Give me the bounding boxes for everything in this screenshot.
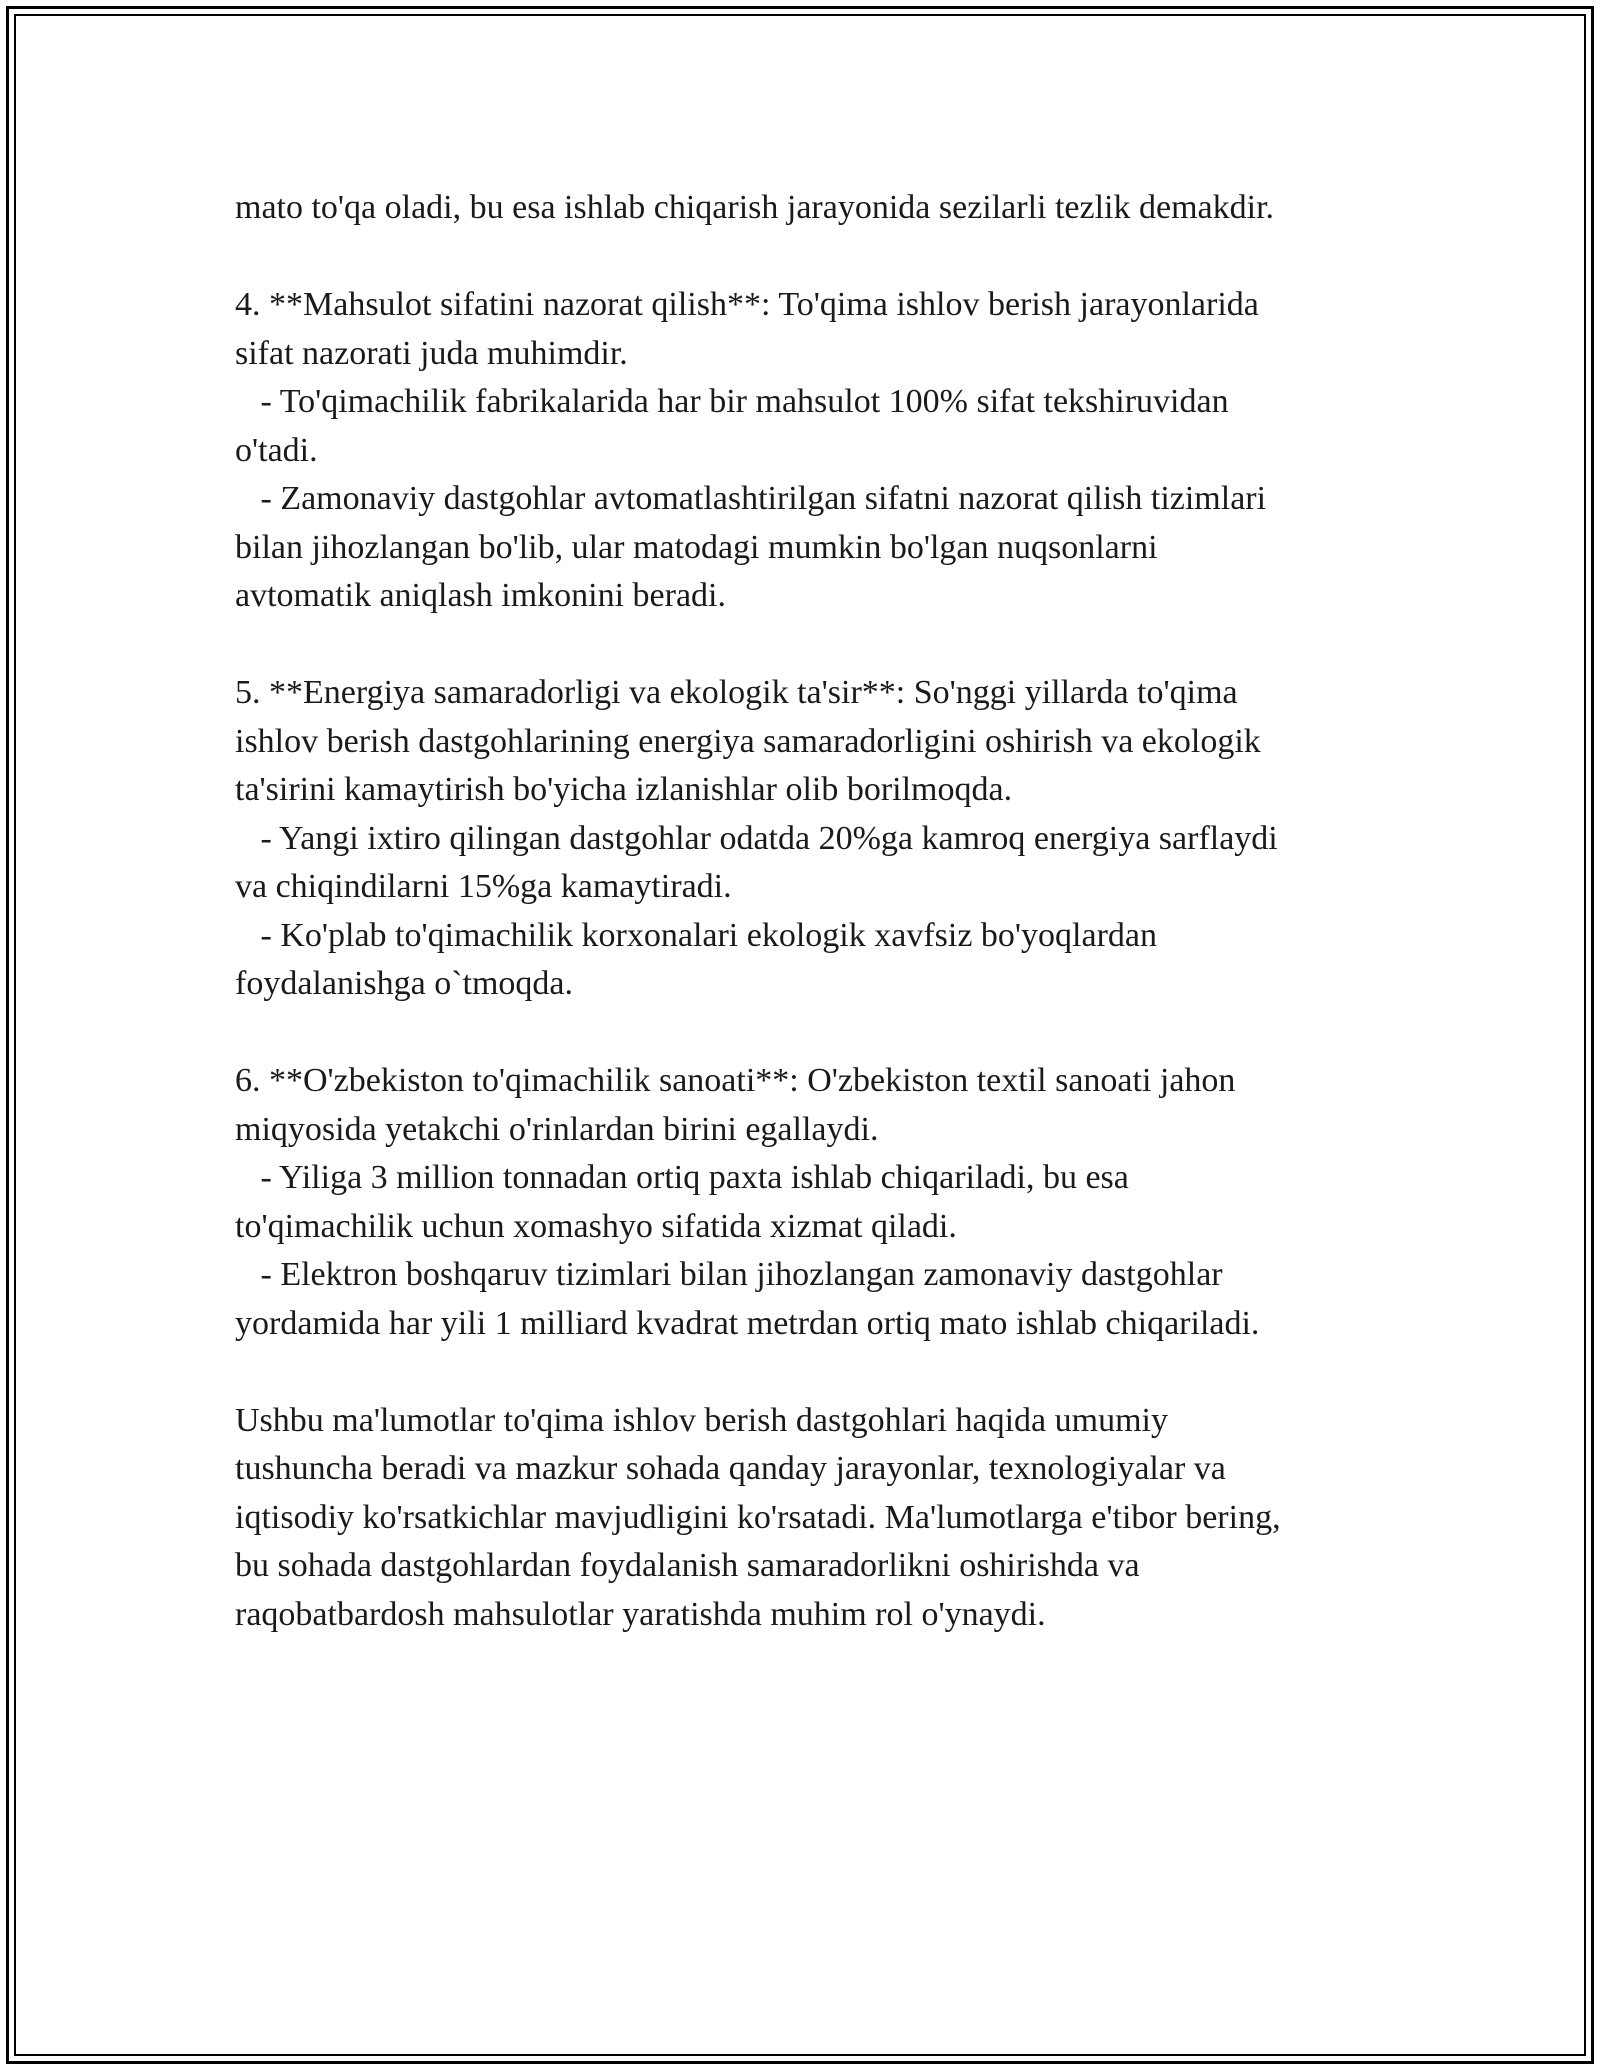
text-line: - Yangi ixtiro qilingan dastgohlar odatda 20%ga kamroq energiya sarflaydi (235, 819, 1278, 857)
text-line: 5. **Energiya samaradorligi va ekologik ta'sir**: So'nggi yillarda to'qima (235, 674, 1238, 711)
text-line: - To'qimachilik fabrikalarida har bir mahsulot 100% sifat tekshiruvidan (235, 383, 1229, 420)
text-line: va chiqindilarni 15%ga kamaytiradi. (235, 868, 732, 905)
text-line: tushuncha beradi va mazkur sohada qanday jarayonlar, texnologiyalar va (235, 1450, 1226, 1487)
text-line: to'qimachilik uchun xomashyo sifatida xizmat qiladi. (235, 1207, 957, 1245)
text-line: bilan jihozlangan bo'lib, ular matodagi mumkin bo'lgan nuqsonlarni (235, 528, 1158, 566)
blank-line (235, 1009, 1400, 1058)
blank-line (235, 621, 1400, 670)
text-line: bu sohada dastgohlardan foydalanish samaradorlikni oshirishda va (235, 1547, 1140, 1584)
text-line: - Ko'plab to'qimachilik korxonalari ekologik xavfsiz bo'yoqlardan (235, 916, 1157, 954)
text-line: avtomatik aniqlash imkonini beradi. (235, 577, 727, 614)
text-line: - Zamonaviy dastgohlar avtomatlashtirilgan sifatni nazorat qilish tizimlari (235, 480, 1267, 517)
text-line: iqtisodiy ko'rsatkichlar mavjudligini ko'rsatadi. Ma'lumotlarga e'tibor bering, (235, 1498, 1281, 1536)
text-line: 6. **O'zbekiston to'qimachilik sanoati**: O'zbekiston textil sanoati jahon (235, 1062, 1236, 1099)
text-line: raqobatbardosh mahsulotlar yaratishda muhim rol o'ynaydi. (235, 1595, 1046, 1633)
text-line: mato to'qa oladi, bu esa ishlab chiqarish jarayonida sezilarli tezlik demakdir. (235, 189, 1275, 226)
text-line: sifat nazorati juda muhimdir. (235, 334, 628, 372)
text-line: foydalanishga o`tmoqda. (235, 965, 574, 1002)
document-body (235, 184, 1400, 1639)
text-line: - Elektron boshqaruv tizimlari bilan jihozlangan zamonaviy dastgohlar (235, 1256, 1223, 1293)
blank-line (235, 233, 1400, 282)
text-line: miqyosida yetakchi o'rinlardan birini egallaydi. (235, 1110, 879, 1148)
text-line: - Yiliga 3 million tonnadan ortiq paxta ishlab chiqariladi, bu esa (235, 1159, 1129, 1196)
text-line: ishlov berish dastgohlarining energiya samaradorligini oshirish va ekologik (235, 722, 1261, 760)
blank-line (235, 1348, 1400, 1397)
text-line: Ushbu ma'lumotlar to'qima ishlov berish dastgohlari haqida umumiy (235, 1401, 1168, 1439)
text-line: yordamida har yili 1 milliard kvadrat metrdan ortiq mato ishlab chiqariladi. (235, 1304, 1260, 1342)
text-line: 4. **Mahsulot sifatini nazorat qilish**: To'qima ishlov berish jarayonlarida (235, 286, 1259, 323)
text-line: ta'sirini kamaytirish bo'yicha izlanishlar olib borilmoqda. (235, 771, 1013, 808)
text-line: o'tadi. (235, 431, 318, 469)
